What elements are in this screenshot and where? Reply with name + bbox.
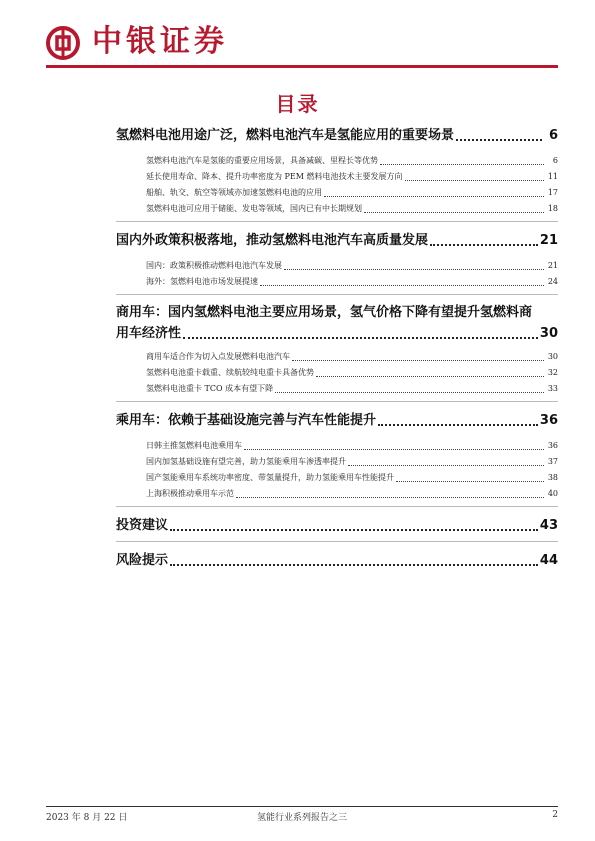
toc-item-page: 21: [547, 261, 558, 270]
toc-item[interactable]: [146, 472, 558, 484]
leader-dots: [380, 154, 544, 165]
toc-item-title: 延长使用寿命、降本、提升功率密度为 PEM 燃料电池技术主要发展方向: [146, 172, 403, 181]
toc-item[interactable]: [146, 276, 558, 288]
toc-item-page: 37: [547, 457, 558, 466]
toc-item[interactable]: [146, 351, 558, 363]
toc-item[interactable]: [146, 488, 558, 500]
toc-section-title: 投资建议: [116, 518, 169, 533]
toc-item-title: 国产氢能乘用车系统功率密度、带氢量提升，助力氢能乘用车性能提升: [146, 473, 394, 482]
toc-item[interactable]: [146, 456, 558, 468]
toc-section[interactable]: [116, 125, 558, 145]
toc-item-page: 32: [547, 368, 558, 377]
toc-item-title: 国内：政策积极推动燃料电池汽车发展: [146, 261, 282, 270]
toc-section-title: 风险提示: [116, 553, 169, 568]
leader-dots: [284, 259, 544, 270]
toc-section[interactable]: [116, 410, 558, 430]
leader-dots: [170, 546, 538, 566]
toc-item-title: 日韩主推氢燃料电池乘用车: [146, 441, 242, 450]
section-divider: [116, 541, 558, 542]
section-divider: [116, 401, 558, 402]
toc-item-page: 18: [547, 204, 558, 213]
section-divider: [116, 506, 558, 507]
toc-section[interactable]: [116, 515, 558, 535]
leader-dots: [364, 202, 544, 213]
toc-item[interactable]: [146, 187, 558, 199]
toc-section-page: 43: [539, 518, 558, 533]
toc-title: 目录: [275, 92, 320, 116]
toc-section[interactable]: [116, 303, 558, 343]
toc-item[interactable]: [146, 171, 558, 183]
toc-item[interactable]: [146, 383, 558, 395]
toc-item-page: 38: [547, 473, 558, 482]
toc-section-page: 30: [539, 326, 558, 341]
toc-item-page: 11: [547, 172, 558, 181]
leader-dots: [275, 382, 544, 393]
toc-section-title: 国内外政策积极落地，推动氢燃料电池汽车高质量发展: [116, 233, 429, 248]
toc-item-page: 36: [547, 441, 558, 450]
toc-section-title: 氢燃料电池用途广泛，燃料电池汽车是氢能应用的重要场景: [116, 128, 455, 143]
leader-dots: [378, 406, 538, 426]
header-rule: [46, 65, 558, 68]
page-number: 2: [552, 810, 558, 820]
toc-item-title: 商用车适合作为切入点发展燃料电池汽车: [146, 352, 290, 361]
toc-section-page: 44: [539, 553, 558, 568]
section-divider: [116, 294, 558, 295]
toc-item-title: 氢燃料电池汽车是氢能的重要应用场景，具备减碳、里程长等优势: [146, 156, 378, 165]
toc-item-title: 上海积极推动乘用车示范: [146, 489, 234, 498]
toc-item[interactable]: [146, 203, 558, 215]
toc-item-title: 氢燃料电池重卡 TCO 成本有望下降: [146, 384, 274, 393]
brand-name: 中银证券: [92, 24, 228, 59]
toc-item-page: 24: [547, 277, 558, 286]
page-header: [0, 0, 595, 70]
leader-dots: [430, 226, 538, 246]
toc-section-page: 6: [548, 128, 558, 143]
leader-dots: [244, 439, 544, 450]
leader-dots: [405, 170, 545, 181]
toc-item-title: 国内加氢基础设施有望完善，助力氢能乘用车渗透率提升: [146, 457, 346, 466]
toc-item-title: 氢燃料电池重卡载重、续航较纯电重卡具备优势: [146, 368, 314, 377]
toc-item-page: 30: [547, 352, 558, 361]
footer-rule: [46, 806, 558, 807]
leader-dots: [170, 511, 538, 531]
toc-item[interactable]: [146, 155, 558, 167]
table-of-contents: [116, 125, 558, 570]
toc-item-title: 船舶、轨交、航空等领域亦加速氢燃料电池的应用: [146, 188, 322, 197]
toc-item-page: 6: [552, 156, 558, 165]
toc-item-title: 海外：氢燃料电池市场发展提速: [146, 277, 258, 286]
section-divider: [116, 221, 558, 222]
toc-section-page: 21: [539, 233, 558, 248]
bank-of-china-logo-icon: [46, 26, 80, 60]
toc-item-page: 17: [547, 188, 558, 197]
leader-dots: [292, 350, 544, 361]
toc-section-page: 36: [539, 413, 558, 428]
leader-dots: [316, 366, 544, 377]
leader-dots: [324, 186, 544, 197]
toc-section-title-line2: 用车经济性: [116, 326, 182, 341]
toc-section-title-line1: 商用车：国内氢燃料电池主要应用场景，氢气价格下降有望提升氢燃料商: [116, 305, 533, 320]
toc-section[interactable]: [116, 230, 558, 250]
toc-section-title: 乘用车：依赖于基础设施完善与汽车性能提升: [116, 413, 377, 428]
report-series: 氢能行业系列报告之三: [256, 813, 347, 823]
leader-dots: [236, 487, 544, 498]
leader-dots: [260, 275, 544, 286]
toc-item[interactable]: [146, 260, 558, 272]
leader-dots: [183, 319, 538, 339]
toc-item[interactable]: [146, 440, 558, 452]
report-date: 2023 年 8 月 22 日: [46, 813, 128, 823]
leader-dots: [456, 121, 542, 141]
toc-item[interactable]: [146, 367, 558, 379]
leader-dots: [348, 455, 544, 466]
leader-dots: [396, 471, 544, 482]
toc-item-title: 氢燃料电池可应用于储能、发电等领域，国内已有中长期规划: [146, 204, 362, 213]
toc-item-page: 33: [547, 384, 558, 393]
toc-section[interactable]: [116, 550, 558, 570]
toc-item-page: 40: [547, 489, 558, 498]
